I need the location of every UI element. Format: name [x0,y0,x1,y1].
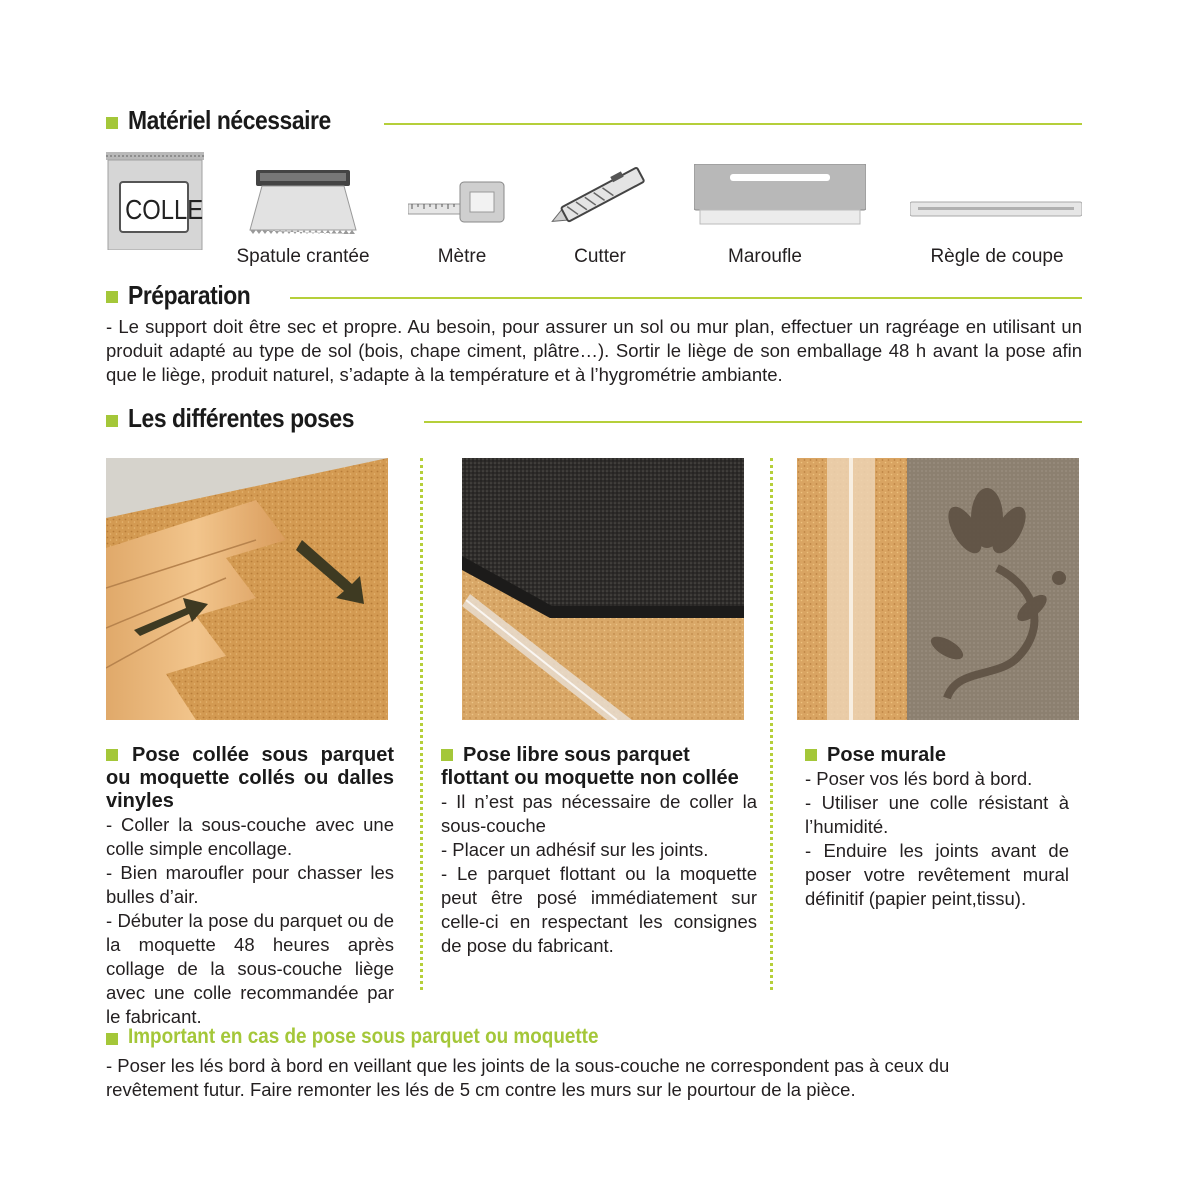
poses-divider [424,421,1082,423]
pose-collee-bullet [106,749,118,761]
poses-bullet [106,414,118,432]
pose-collee-step-2: - Bien maroufler pour chasser les bulles d’air. [106,862,394,907]
column-separator [770,458,773,990]
preparation-divider [290,297,1082,299]
cutter-icon [546,164,654,228]
roller-board-icon [694,164,866,226]
notched-trowel-icon [248,168,358,236]
column-separator [420,458,423,990]
glue-pot-label: COLLE [125,194,204,225]
cutting-ruler-icon [910,200,1082,218]
notched-trowel-label: Spatule crantée [236,246,370,267]
pose-murale-section [805,744,1069,911]
pose-murale-bullet [805,749,817,761]
materiel-heading: Matériel nécessaire [128,105,331,135]
pose-libre-bullet [441,749,453,761]
important-text: - Poser les lés bord à bord en veillant que les joints de la sous-couche ne correspondent pas à ceux du revêtement futur. Faire remonter les lés de 5 cm contre les murs sur le pourtour de la pièce. [106,1055,950,1100]
pose-collee-step-3: - Débuter la pose du parquet ou de la moquette 48 heures après collage de la sous-couche liège avec une colle recommandée par le fabricant. [106,910,394,1027]
pose-libre-step-3: - Le parquet flottant ou la moquette peut être posé immédiatement sur celle-ci en respectant les consignes de pose du fabricant. [441,863,757,956]
roller-board-label: Maroufle [728,246,802,267]
preparation-text: - Le support doit être sec et propre. Au besoin, pour assurer un sol ou mur plan, effectuer un ragréage en utilisant un produit adapté au type de sol (bois, chape ciment, plâtre…). Sortir le liège de son emballage 48 h avant la pose afin que le liège, produit naturel, s’adapte à la température et à l’hygrométrie ambiante. [106,316,1082,385]
preparation-heading: Préparation [128,280,251,310]
pose-murale-step-3: - Enduire les joints avant de poser votre revêtement mural définitif (papier peint,tissu). [805,840,1069,909]
wall-install-image [797,458,1079,720]
pose-collee-section [106,744,394,1029]
pose-murale-step-2: - Utiliser une colle résistant à l’humidité. [805,792,1069,837]
pose-libre-section [441,744,757,958]
pose-libre-step-1: - Il n’est pas nécessaire de coller la sous-couche [441,791,757,836]
glued-parquet-image [106,458,388,720]
pose-collee-title: Pose collée sous parquet ou moquette collés ou dalles vinyles [106,744,394,812]
floating-install-image [462,458,744,720]
pose-murale-step-1: - Poser vos lés bord à bord. [805,768,1033,789]
pose-libre-title: Pose libre sous parquet flottant ou moquette non collée [441,744,739,789]
cutting-ruler-label: Règle de coupe [930,246,1064,267]
materiel-divider [384,123,1082,125]
pose-murale-title: Pose murale [827,744,946,766]
important-heading: Important en cas de pose sous parquet ou moquette [128,1025,599,1048]
important-bullet [106,1032,118,1050]
preparation-bullet [106,290,118,308]
tape-measure-label: Mètre [437,246,487,267]
pose-collee-step-1: - Coller la sous-couche avec une colle simple encollage. [106,814,394,859]
poses-heading: Les différentes poses [128,403,354,433]
cutter-label: Cutter [574,246,626,267]
materiel-bullet [106,116,118,134]
tape-measure-icon [408,178,506,226]
pose-libre-step-2: - Placer un adhésif sur les joints. [441,839,709,860]
